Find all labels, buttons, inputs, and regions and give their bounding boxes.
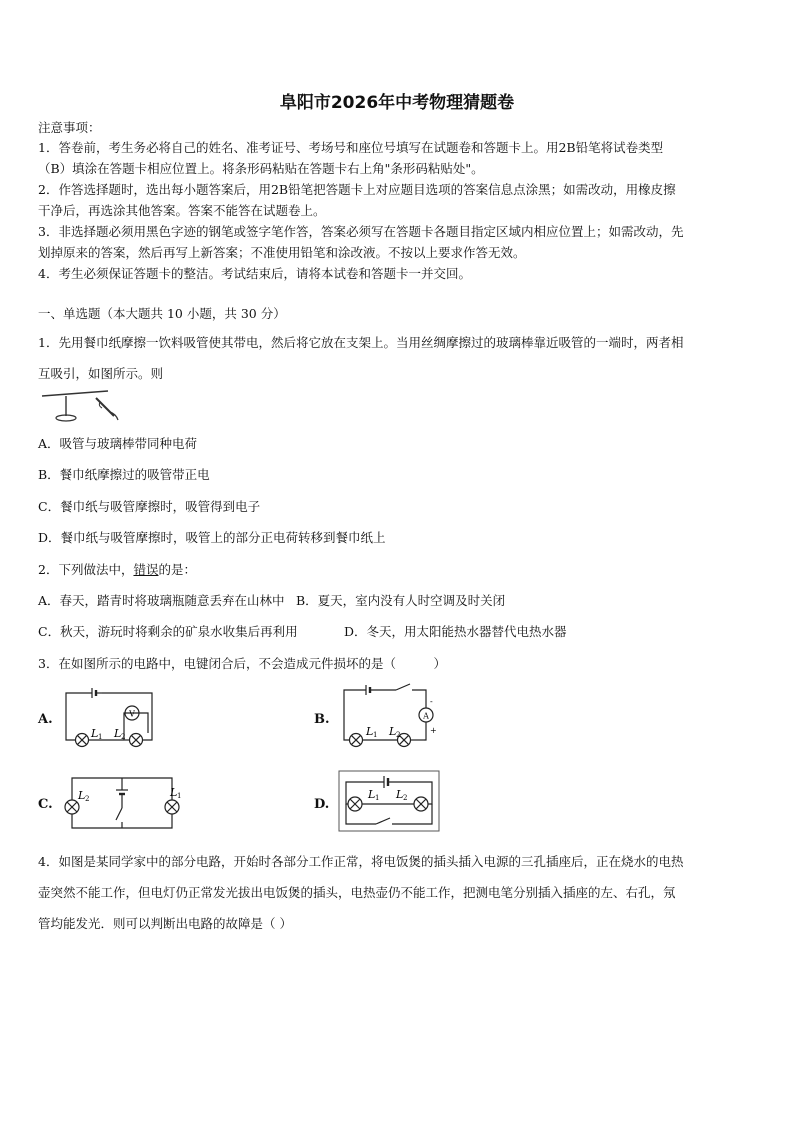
voltmeter-label: V — [129, 709, 135, 719]
section-heading: 一、单选题（本大题共 10 小题，共 30 分） — [38, 306, 286, 321]
q1-stem: 1．先用餐巾纸摩擦一饮料吸管使其带电，然后将它放在支架上。当用丝绸摩擦过的玻璃棒靠近吸管的一端时，两者相 — [38, 335, 684, 350]
notice-line: 3．非选择题必须用黑色字迹的钢笔或签字笔作答，答案必须写在答题卡各题目指定区域内相应位置上；如需改动，先 — [38, 224, 684, 239]
q3-option-b-label[interactable]: B. — [314, 712, 330, 727]
l2-label: L — [389, 725, 397, 738]
l2-sub: 2 — [85, 795, 90, 803]
l2-sub: 2 — [403, 794, 408, 802]
q3-circuit-a[interactable] — [62, 685, 162, 753]
q1-option-d[interactable]: D．餐巾纸与吸管摩擦时，吸管上的部分正电荷转移到餐巾纸上 — [38, 530, 386, 545]
notice-line: （B）填涂在答题卡相应位置上。将条形码粘贴在答题卡右上角"条形码粘贴处"。 — [38, 161, 484, 176]
notice-line: 2．作答选择题时，选出每小题答案后，用2B铅笔把答题卡上对应题目选项的答案信息点涂黑；如需改动，用橡皮擦 — [38, 182, 676, 197]
q2-stem — [38, 560, 760, 580]
notice-line: 划掉原来的答案，然后再写上新答案；不准使用铅笔和涂改液。不按以上要求作答无效。 — [38, 245, 526, 260]
l2-sub: 2 — [396, 731, 401, 739]
switch-blade — [376, 818, 390, 824]
l1-label: L — [91, 727, 99, 740]
l1-sub: 1 — [98, 733, 103, 741]
q2-option-c[interactable]: C．秋天，游玩时将剩余的矿泉水收集后再利用 — [38, 624, 298, 639]
q1-stem: 互吸引，如图所示。则 — [38, 366, 164, 381]
q3-circuit-c[interactable] — [58, 772, 188, 834]
q4-stem: 4．如图是某同学家中的部分电路，开始时各部分工作正常，将电饭煲的插头插入电源的三孔插座后，正在烧水的电热 — [38, 854, 684, 869]
q3-stem: 3．在如图所示的电路中，电键闭合后，不会造成元件损坏的是（ ） — [38, 656, 446, 671]
q3-option-c-label[interactable]: C. — [38, 797, 53, 812]
notice-line: 4．考生必须保证答题卡的整洁。考试结束后，请将本试卷和答题卡一并交回。 — [38, 266, 471, 281]
switch-blade — [116, 808, 122, 820]
q4-stem: 管均能发光．则可以判断出电路的故障是（ ） — [38, 916, 292, 931]
notice-line: 干净后，再选涂其他答案。答案不能答在试题卷上。 — [38, 203, 326, 218]
q3-option-d-label[interactable]: D. — [314, 797, 330, 812]
ammeter-label: A — [423, 711, 429, 721]
q2-option-a[interactable]: A．春天，踏青时将玻璃瓶随意丢弃在山林中 — [38, 593, 285, 608]
notice-heading: 注意事项： — [38, 120, 101, 135]
q3-circuit-d[interactable] — [338, 770, 442, 834]
l1-sub: 1 — [177, 792, 182, 800]
q1-option-b[interactable]: B．餐巾纸摩擦过的吸管带正电 — [38, 467, 210, 482]
q2-option-b[interactable]: B．夏天，室内没有人时空调及时关闭 — [296, 593, 506, 608]
q3-option-a-label[interactable]: A. — [38, 712, 53, 727]
q4-stem: 壶突然不能工作，但电灯仍正常发光拔出电饭煲的插头，电热壶仍不能工作，把测电笔分别插入插座的左、右孔，氖 — [38, 885, 676, 900]
switch-blade — [396, 684, 410, 690]
notice-line: 1．答卷前，考生务必将自己的姓名、准考证号、考场号和座位号填写在试题卷和答题卡上。用2B铅笔将试卷类型 — [38, 140, 664, 155]
q1-option-a[interactable]: A．吸管与玻璃棒带同种电荷 — [38, 436, 198, 451]
l2-label: L — [78, 789, 86, 802]
q2-stem-emphasis: 错误 — [133, 562, 159, 577]
l2-label: L — [114, 727, 122, 740]
l1-sub: 1 — [373, 731, 378, 739]
l1-label: L — [368, 788, 376, 801]
ammeter-minus: - — [430, 697, 433, 706]
l1-label: L — [170, 786, 178, 799]
l2-label: L — [396, 788, 404, 801]
page-title: 阜阳市2026年中考物理猜题卷 — [279, 93, 515, 113]
q2-stem-suffix: 的是： — [158, 562, 196, 577]
q3-circuit-b[interactable] — [340, 680, 450, 755]
l1-sub: 1 — [375, 794, 380, 802]
l1-label: L — [366, 725, 374, 738]
l2-sub: 2 — [121, 733, 126, 741]
q2-stem-prefix: 2．下列做法中， — [38, 562, 134, 577]
ammeter-plus: + — [430, 726, 437, 735]
q2-option-d[interactable]: D．冬天，用太阳能热水器替代电热水器 — [344, 624, 567, 639]
q1-figure-straw-stand — [38, 388, 122, 426]
q1-option-c[interactable]: C．餐巾纸与吸管摩擦时，吸管得到电子 — [38, 499, 261, 514]
